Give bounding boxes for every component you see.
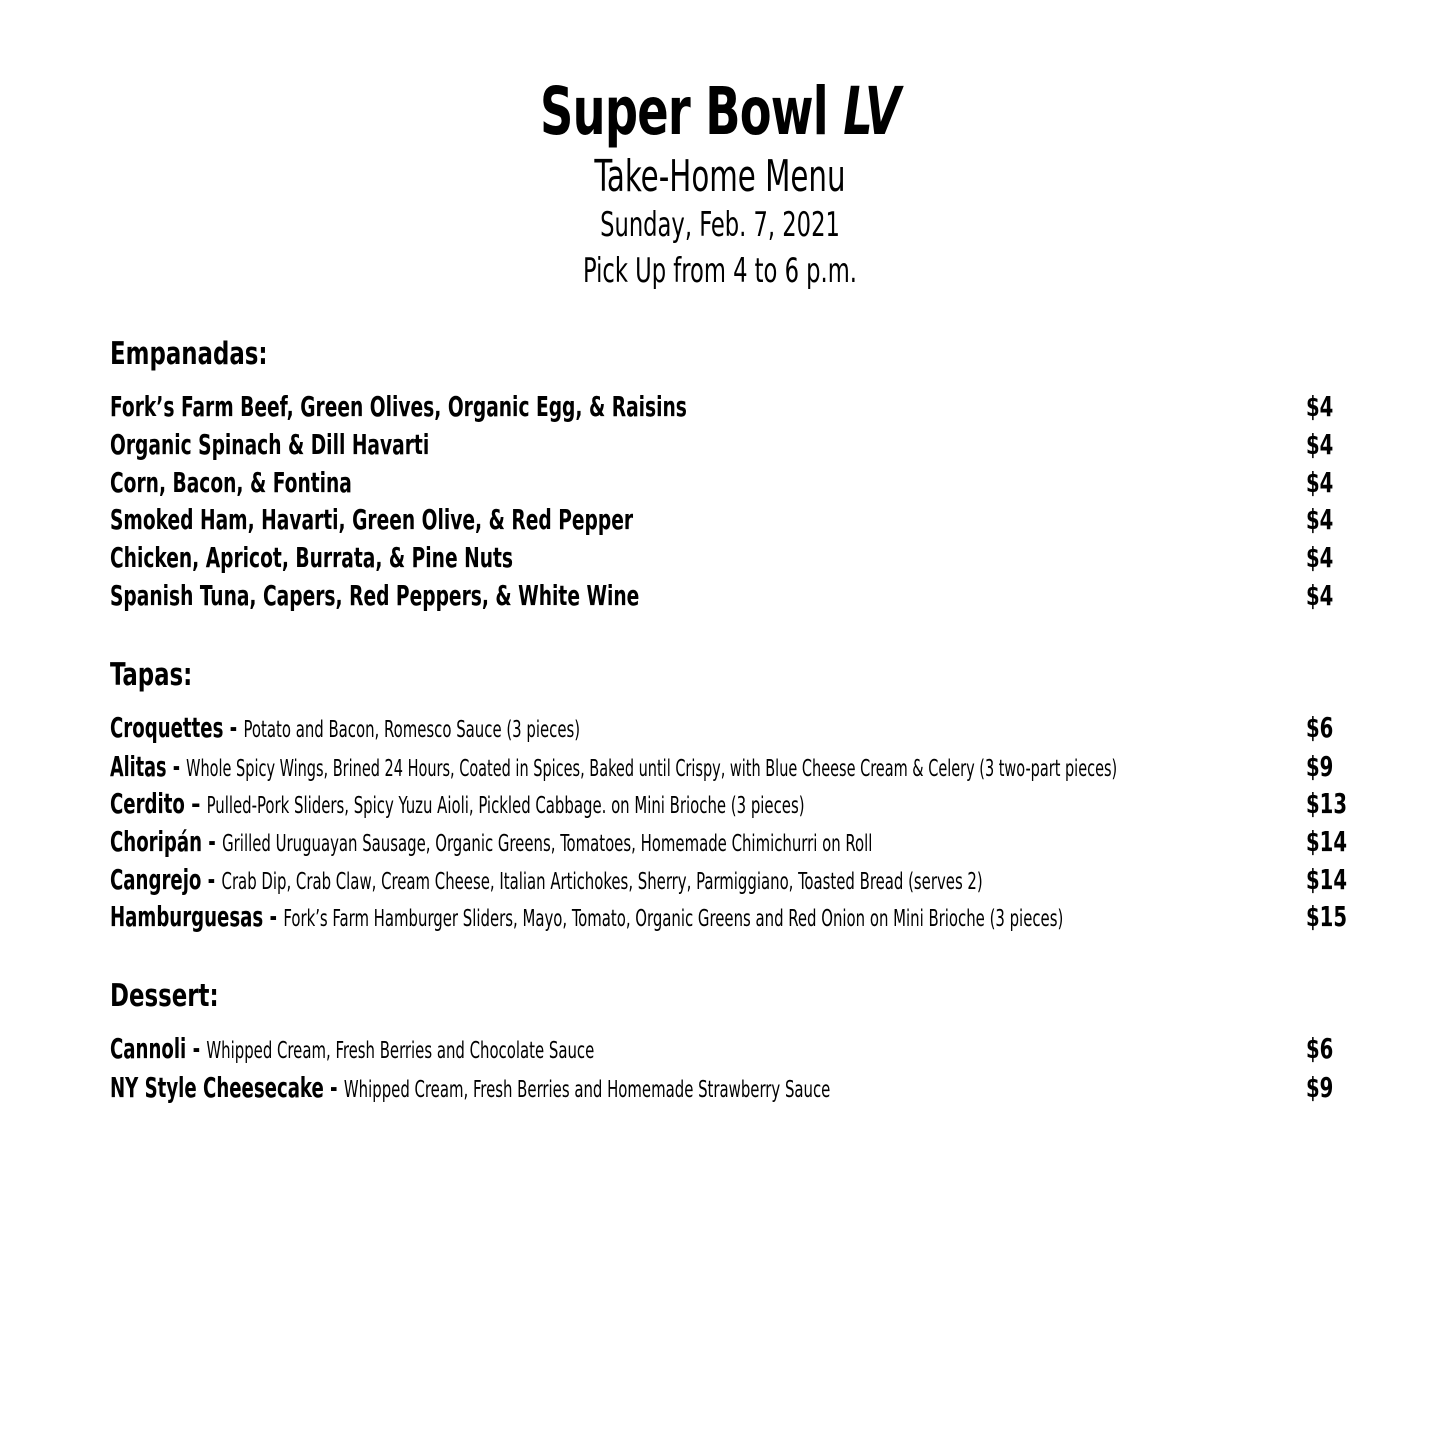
item-separator: - (201, 825, 223, 858)
item-name: Spanish Tuna, Capers, Red Peppers, & White Wine (110, 579, 640, 612)
item-description: Grilled Uruguayan Sausage, Organic Greens, Tomatoes, Homemade Chimichurri on Roll (222, 831, 873, 857)
menu-item (110, 501, 1346, 539)
menu-subtitle: Take-Home Menu (594, 151, 846, 202)
menu-item (110, 1069, 1346, 1107)
item-description: Pulled-Pork Sliders, Spicy Yuzu Aioli, Pickled Cabbage. on Mini Brioche (3 pieces) (206, 793, 805, 819)
section-heading-tapas: Tapas: (110, 657, 193, 693)
item-price: $14 (1306, 825, 1348, 858)
item-name: Smoked Ham, Havarti, Green Olive, & Red Pepper (110, 503, 634, 536)
item-name: Choripán (110, 825, 202, 858)
menu-item (110, 426, 1346, 464)
item-name: Cangrejo (110, 863, 202, 896)
item-price: $4 (1306, 503, 1334, 536)
item-description: Whipped Cream, Fresh Berries and Homemade Strawberry Sauce (343, 1077, 831, 1103)
item-description: Crab Dip, Crab Claw, Cream Cheese, Italian Artichokes, Sherry, Parmiggiano, Toasted Bread (serves 2) (221, 869, 983, 895)
item-name: Cannoli (110, 1032, 187, 1065)
menu-item (110, 464, 1346, 502)
pickup-time: Pick Up from 4 to 6 p.m. (583, 251, 857, 291)
item-name: Cerdito (110, 787, 185, 820)
menu-item (110, 748, 1346, 786)
item-price: $6 (1306, 711, 1334, 744)
item-name: Corn, Bacon, & Fontina (110, 466, 352, 499)
item-price: $4 (1306, 579, 1334, 612)
title-italic: LV (843, 73, 900, 150)
item-line (110, 709, 580, 749)
item-description: Potato and Bacon, Romesco Sauce (3 pieces) (243, 717, 581, 743)
item-name: Chicken, Apricot, Burrata, & Pine Nuts (110, 541, 513, 574)
item-line (110, 898, 1063, 938)
menu-header (0, 72, 1440, 294)
item-line (110, 1069, 830, 1109)
item-separator: - (223, 711, 244, 744)
menu-item (110, 388, 1346, 426)
item-separator: - (323, 1071, 344, 1104)
item-line (110, 861, 983, 901)
section-heading-dessert: Dessert: (110, 978, 219, 1014)
item-name: Fork’s Farm Beef, Green Olives, Organic Egg, & Raisins (110, 390, 687, 423)
menu-item (110, 539, 1346, 577)
item-separator: - (186, 1032, 207, 1065)
item-price: $9 (1306, 750, 1334, 783)
item-price: $14 (1306, 863, 1348, 896)
section-heading-empanadas: Empanadas: (110, 336, 268, 372)
item-separator: - (201, 863, 222, 896)
item-price: $4 (1306, 390, 1334, 423)
menu-item (110, 861, 1346, 899)
item-separator: - (263, 900, 284, 933)
menu-item (110, 709, 1346, 747)
item-line (110, 748, 1117, 788)
title-main: Super Bowl (540, 73, 828, 150)
item-price: $9 (1306, 1071, 1334, 1104)
item-separator: - (166, 750, 187, 783)
item-description: Fork’s Farm Hamburger Sliders, Mayo, Tomato, Organic Greens and Red Onion on Mini Brioche (3 pieces) (283, 906, 1064, 932)
item-name: Alitas (110, 750, 167, 783)
item-name: Organic Spinach & Dill Havarti (110, 428, 430, 461)
event-date: Sunday, Feb. 7, 2021 (600, 205, 840, 245)
item-description: Whipped Cream, Fresh Berries and Chocolate Sauce (206, 1038, 595, 1064)
item-name: Croquettes (110, 711, 224, 744)
menu-item (110, 823, 1346, 861)
item-line (110, 1030, 594, 1070)
menu-item (110, 785, 1346, 823)
item-price: $13 (1306, 787, 1348, 820)
item-price: $15 (1306, 900, 1348, 933)
item-price: $6 (1306, 1032, 1334, 1065)
item-name: Hamburguesas (110, 900, 264, 933)
page-title (158, 72, 1281, 152)
item-line (110, 823, 872, 863)
menu-item (110, 577, 1346, 615)
item-price: $4 (1306, 428, 1334, 461)
item-description: Whole Spicy Wings, Brined 24 Hours, Coated in Spices, Baked until Crispy, with Blue Cheese Cream & Celery (3 two-part pieces) (186, 756, 1118, 782)
item-line (110, 785, 805, 825)
item-price: $4 (1306, 541, 1334, 574)
item-price: $4 (1306, 466, 1334, 499)
item-name: NY Style Cheesecake (110, 1071, 324, 1104)
menu-item (110, 1030, 1346, 1068)
item-separator: – (184, 787, 207, 820)
menu-item (110, 898, 1346, 936)
